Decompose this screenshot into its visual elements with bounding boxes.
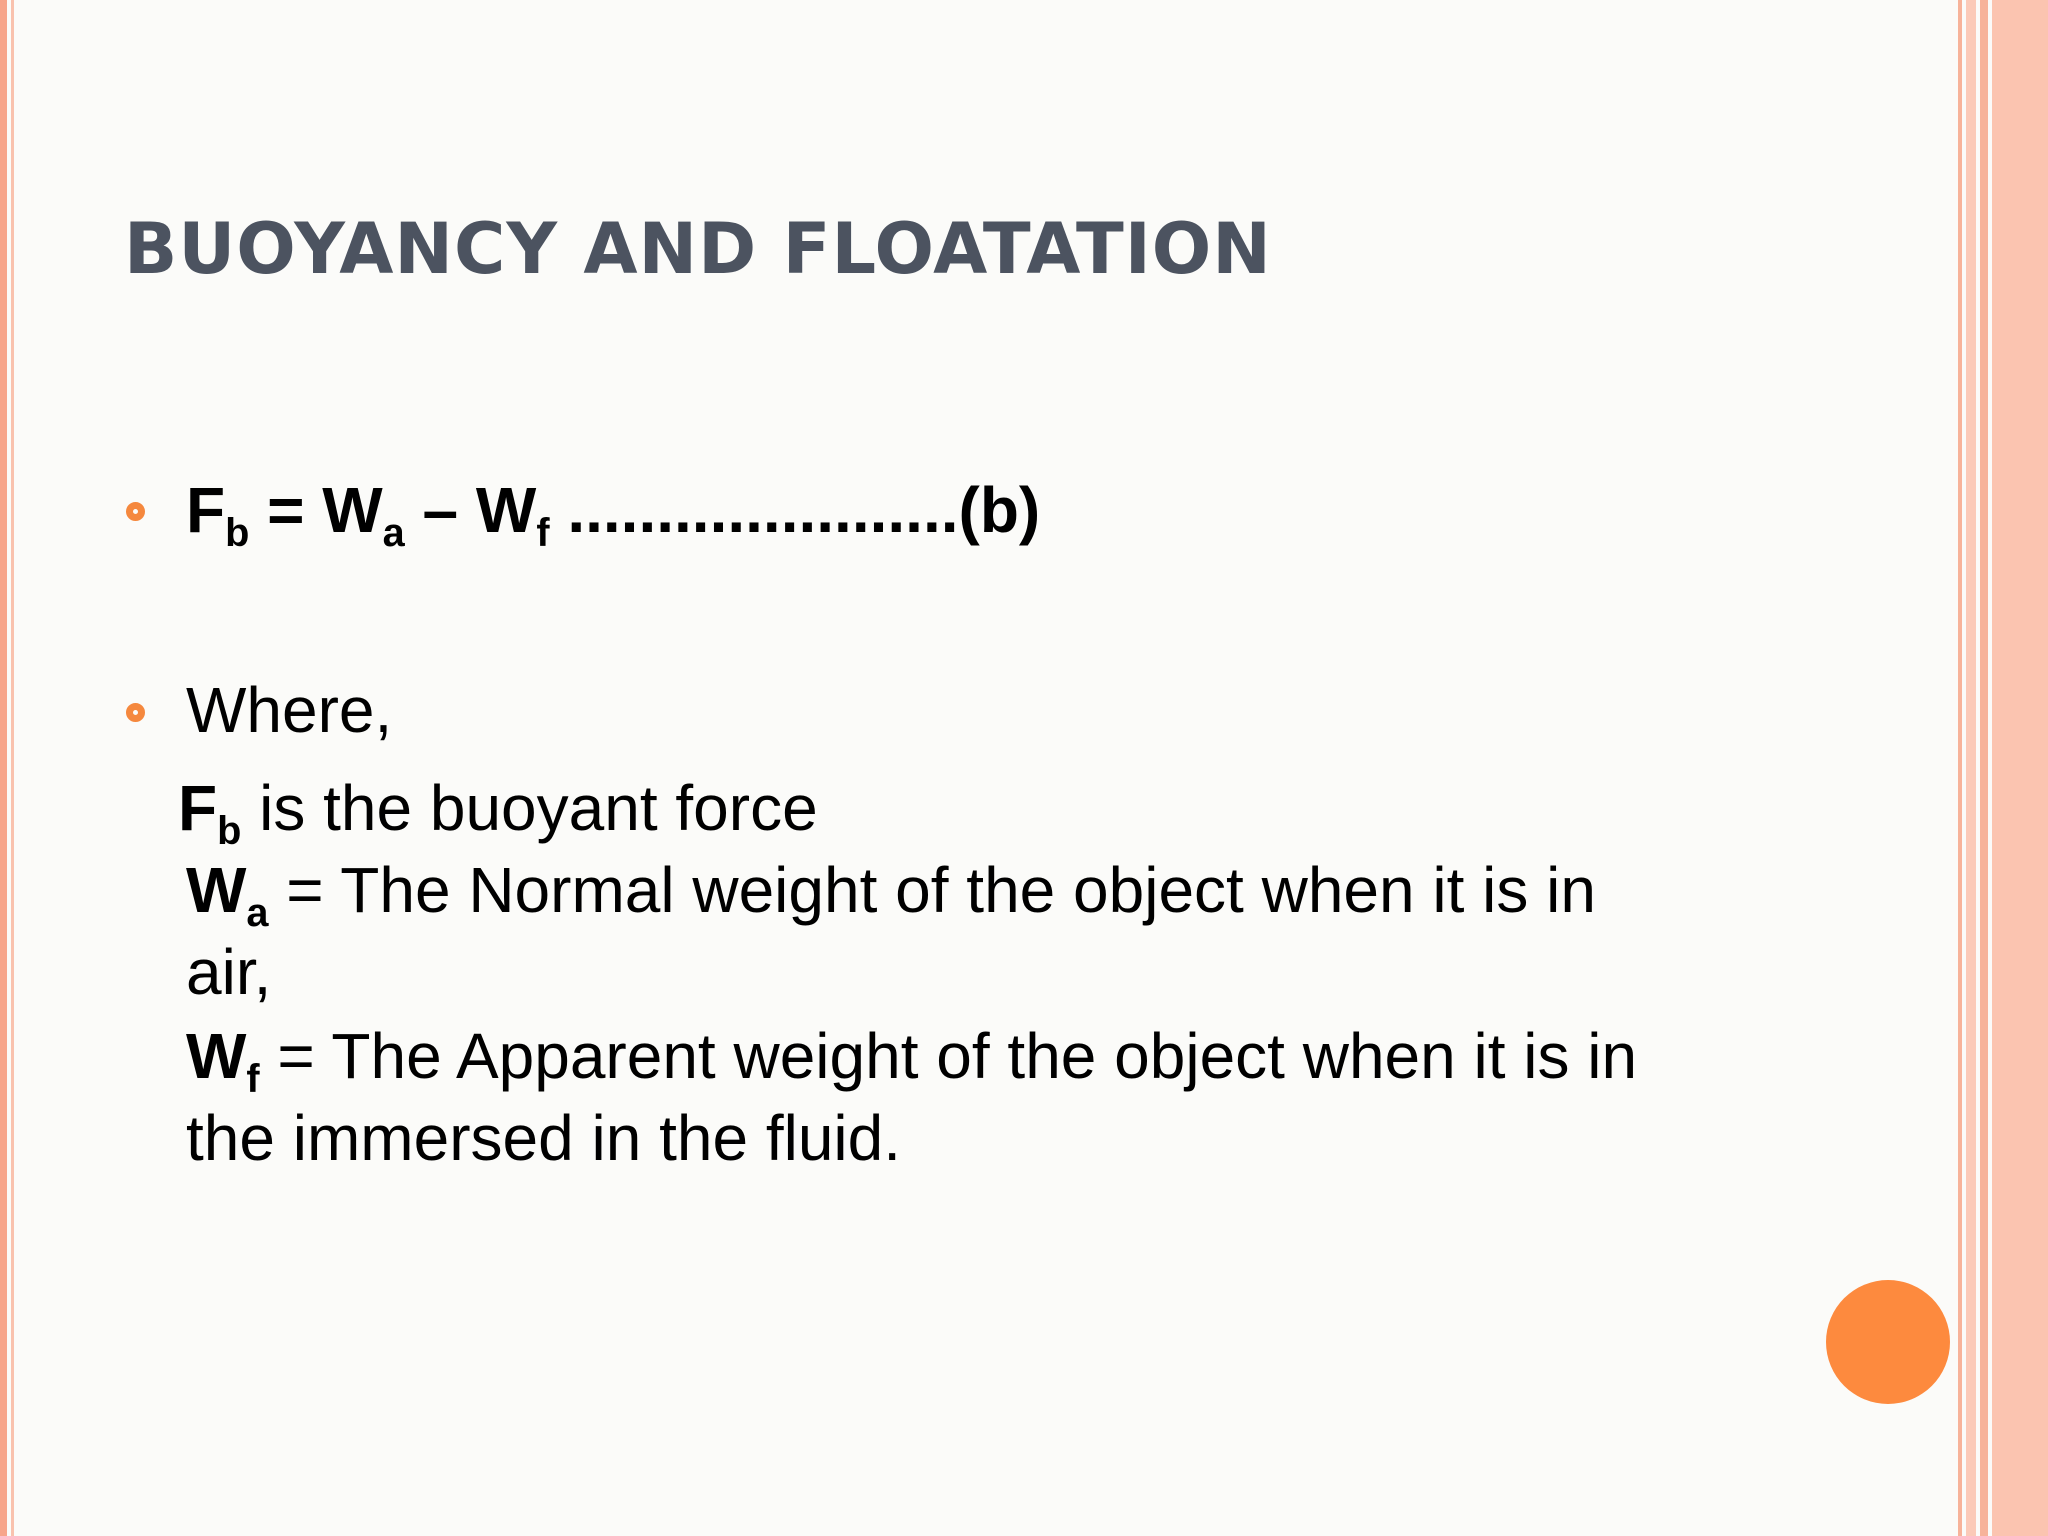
definition-wf-text: = The Apparent weight of the object when it is in xyxy=(259,1020,1638,1092)
definition-wa-continuation: air, xyxy=(186,936,272,1008)
formula-term1-sub: a xyxy=(382,510,405,555)
formula-term2-sub: f xyxy=(536,510,550,555)
formula-equals: = xyxy=(249,474,323,546)
right-border-stripe xyxy=(1980,0,1988,1536)
formula-label: (b) xyxy=(958,474,1041,546)
definition-fb-symbol: F xyxy=(178,772,218,844)
formula-leader-dots: ...................... xyxy=(549,474,959,546)
formula-lhs-symbol: F xyxy=(186,474,226,546)
definition-wa-symbol: W xyxy=(186,854,247,926)
definition-fb xyxy=(178,768,818,853)
left-border-stripe-thin xyxy=(11,0,14,1536)
definition-fb-text: is the buoyant force xyxy=(241,772,818,844)
definition-wf-symbol: W xyxy=(186,1020,247,1092)
definition-wa xyxy=(186,850,1596,935)
formula-term1-symbol: W xyxy=(322,474,383,546)
formula-text xyxy=(186,470,1041,555)
left-border-stripe xyxy=(0,0,7,1536)
formula-term2-symbol: W xyxy=(475,474,537,546)
formula-lhs-sub: b xyxy=(225,510,250,555)
where-label: Where, xyxy=(186,674,393,746)
definition-wa-sub: a xyxy=(246,890,269,935)
bullet-ring-icon xyxy=(126,502,145,521)
right-border-band xyxy=(1992,0,2048,1536)
decorative-orange-circle xyxy=(1826,1280,1950,1404)
definition-wf-sub: f xyxy=(246,1056,260,1101)
right-border-stripe xyxy=(1958,0,1962,1536)
bullet-ring-icon xyxy=(126,703,145,722)
definition-fb-sub: b xyxy=(217,808,242,853)
definition-wa-text: = The Normal weight of the object when it is in xyxy=(268,854,1596,926)
right-border-stripe xyxy=(1966,0,1976,1536)
slide-title: BUOYANCY AND FLOATATION xyxy=(124,208,1272,290)
definition-wf xyxy=(186,1016,1638,1101)
definition-wf-continuation: the immersed in the fluid. xyxy=(186,1102,901,1174)
formula-minus: – xyxy=(404,474,476,546)
